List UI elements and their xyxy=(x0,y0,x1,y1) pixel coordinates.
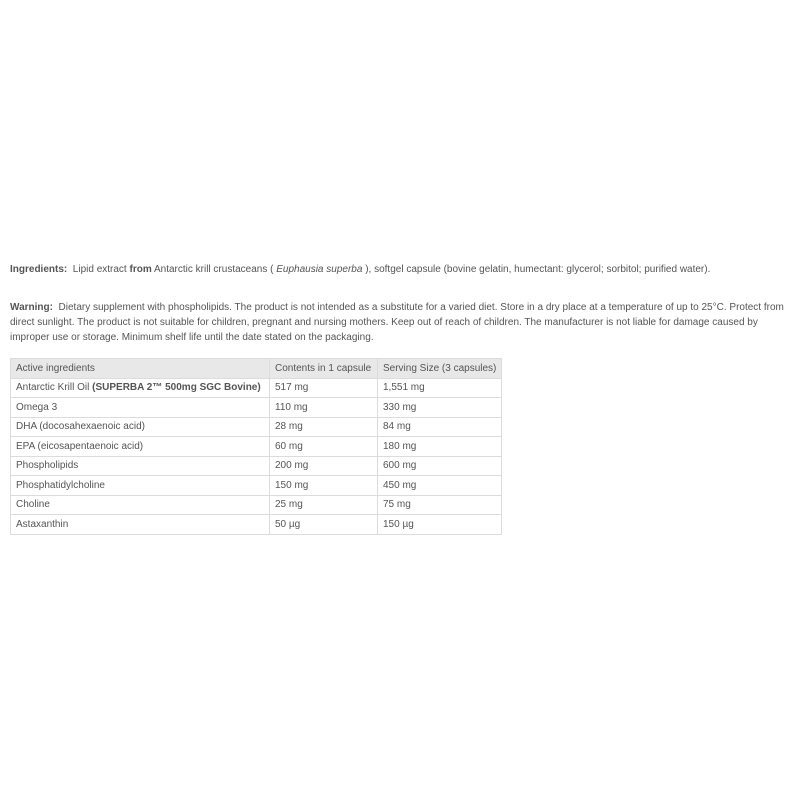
table-row xyxy=(11,378,502,398)
per-capsule-cell: 60 mg xyxy=(270,437,378,457)
ingredient-name: Antarctic Krill Oil xyxy=(16,382,90,394)
per-capsule-cell: 28 mg xyxy=(270,417,378,437)
ingredients-text-1: Lipid extract xyxy=(72,264,127,275)
table-header-row xyxy=(11,359,502,379)
nutrient-table xyxy=(10,358,502,535)
ingredients-text-2: Antarctic krill crustaceans ( xyxy=(153,264,274,275)
ingredients-text-3: ), softgel capsule (bovine gelatin, humectant: glycerol; sorbitol; purified water). xyxy=(365,264,711,275)
ingredient-name-cell: DHA (docosahexaenoic acid) xyxy=(11,417,270,437)
per-capsule-cell: 150 mg xyxy=(270,476,378,496)
per-serving-cell: 150 µg xyxy=(378,515,502,535)
per-capsule-cell: 25 mg xyxy=(270,495,378,515)
warning-text: Dietary supplement with phospholipids. The product is not intended as a substitute for a varied diet. Store in a dry place at a temperature of up to 25°C. Protect from direct sunlight. The product is not suitable for children, pregnant and nursing mothers. Keep out of reach of children. The manufacturer is not liable for damage caused by improper use or storage. Minimum shelf life until the date stated on the packaging. xyxy=(10,302,784,343)
per-serving-cell: 600 mg xyxy=(378,456,502,476)
warning-label: Warning: xyxy=(10,302,53,313)
table-row xyxy=(11,476,502,496)
table-row xyxy=(11,515,502,535)
header-per-capsule: Contents in 1 capsule xyxy=(270,359,378,379)
ingredient-name-cell: Phospholipids xyxy=(11,456,270,476)
ingredient-name-bold: (SUPERBA 2™ 500mg SGC Bovine) xyxy=(92,382,261,394)
ingredients-species: Euphausia superba xyxy=(276,264,363,275)
table-row xyxy=(11,456,502,476)
per-capsule-cell: 200 mg xyxy=(270,456,378,476)
table-row xyxy=(11,437,502,457)
per-capsule-cell: 50 µg xyxy=(270,515,378,535)
product-info xyxy=(10,262,795,535)
header-per-serving: Serving Size (3 capsules) xyxy=(378,359,502,379)
ingredients-from: from xyxy=(129,264,152,275)
per-serving-cell: 75 mg xyxy=(378,495,502,515)
per-capsule-cell: 517 mg xyxy=(270,378,378,398)
ingredient-name-cell: Choline xyxy=(11,495,270,515)
warning-paragraph xyxy=(10,300,795,345)
header-active-ingredients: Active ingredients xyxy=(11,359,270,379)
ingredients-label: Ingredients: xyxy=(10,264,68,275)
table-row xyxy=(11,417,502,437)
ingredient-name-cell: EPA (eicosapentaenoic acid) xyxy=(11,437,270,457)
ingredient-name-cell: Astaxanthin xyxy=(11,515,270,535)
per-capsule-cell: 110 mg xyxy=(270,398,378,418)
per-serving-cell: 180 mg xyxy=(378,437,502,457)
per-serving-cell: 1,551 mg xyxy=(378,378,502,398)
per-serving-cell: 84 mg xyxy=(378,417,502,437)
ingredient-name-cell: Omega 3 xyxy=(11,398,270,418)
per-serving-cell: 330 mg xyxy=(378,398,502,418)
per-serving-cell: 450 mg xyxy=(378,476,502,496)
ingredient-name-cell xyxy=(11,378,270,398)
table-row xyxy=(11,398,502,418)
table-row xyxy=(11,495,502,515)
ingredient-name-cell: Phosphatidylcholine xyxy=(11,476,270,496)
ingredients-paragraph xyxy=(10,262,795,277)
